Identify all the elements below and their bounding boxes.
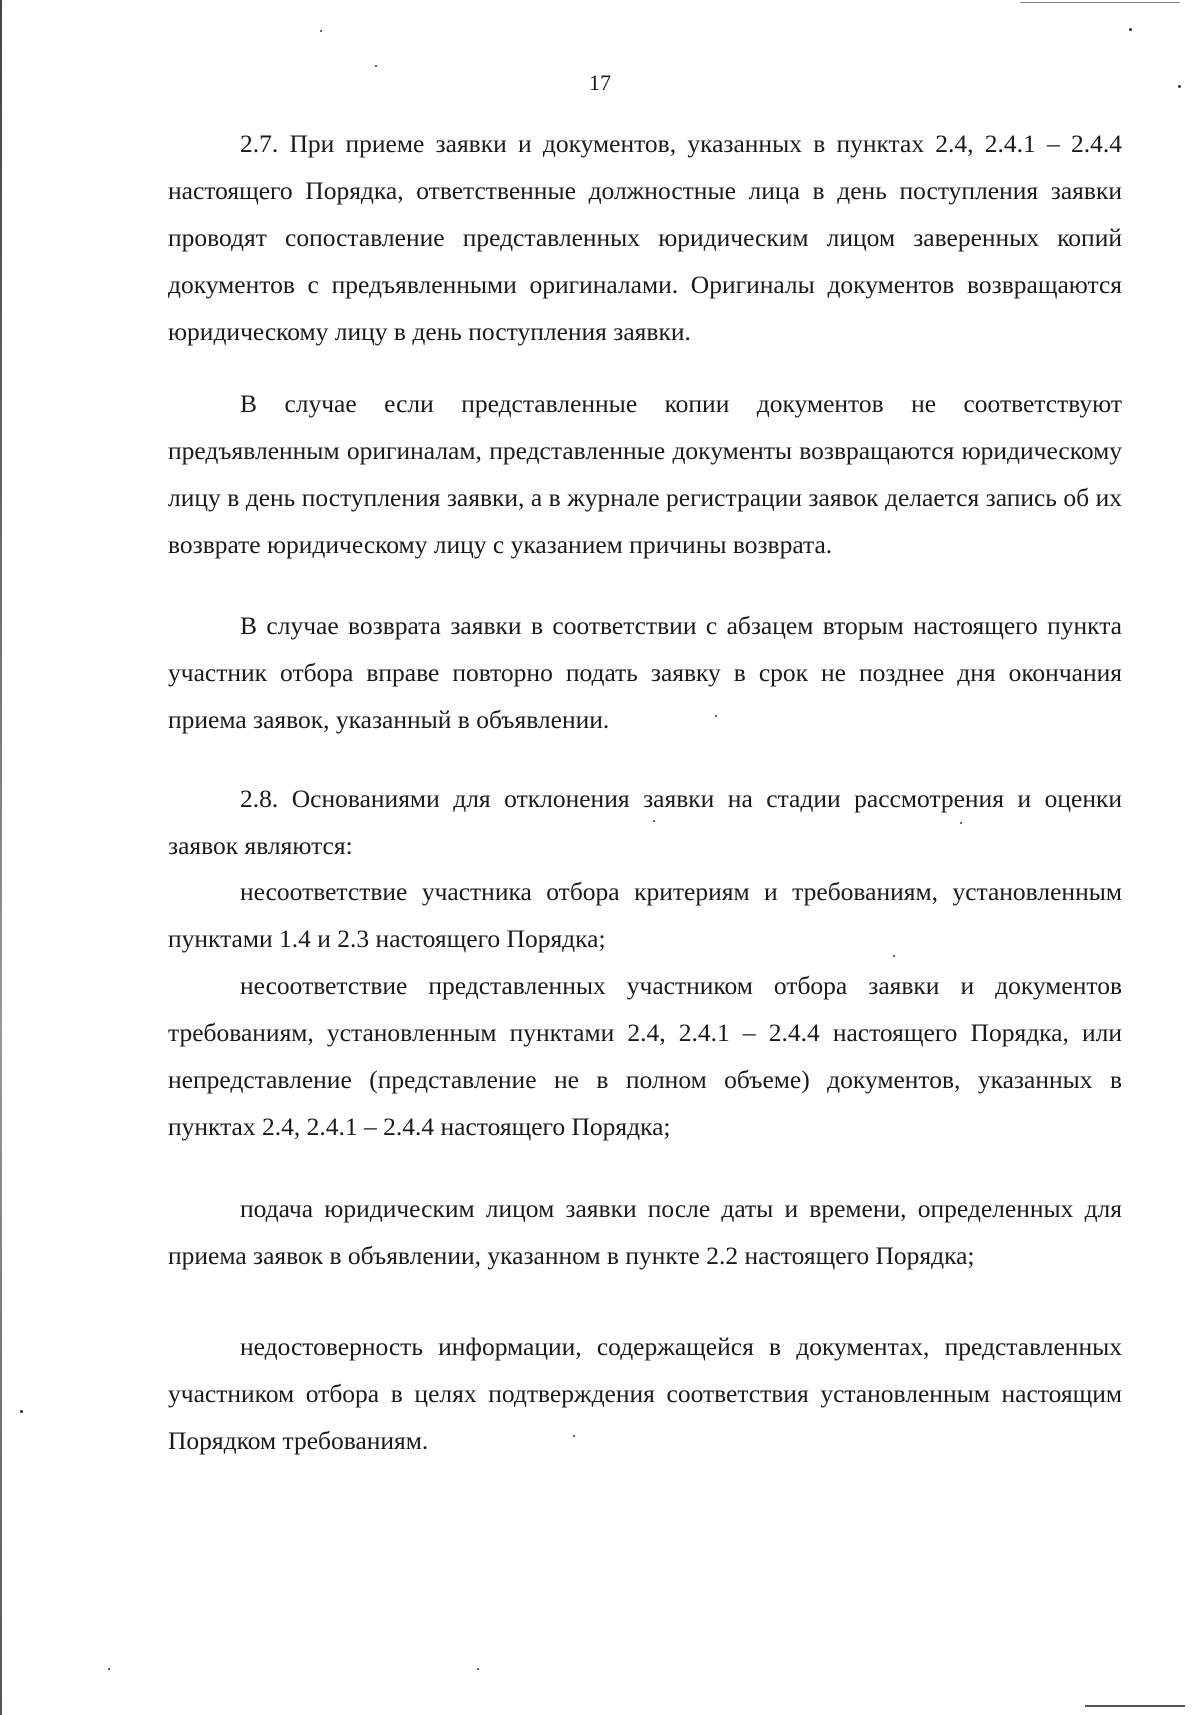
scan-speck — [960, 822, 962, 824]
scan-speck — [715, 715, 717, 717]
scan-speck — [375, 65, 377, 67]
paragraph-text: подача юридическим лицом заявки после даты и времени, определенных для приема заявок в объявлении, указанном в пункте 2.2 настоящего Порядка; — [168, 1194, 1122, 1270]
paragraph-resubmission — [168, 602, 1122, 743]
scan-speck — [477, 1668, 479, 1670]
paragraph-text: несоответствие участника отбора критериям и требованиям, установленным пунктами 1.4 и 2.3 настоящего Порядка; — [168, 877, 1122, 953]
scan-speck — [1129, 28, 1132, 31]
scan-speck — [1178, 85, 1181, 88]
scan-speck — [573, 1435, 575, 1437]
paragraph-2-8 — [168, 775, 1122, 869]
paragraph-text: В случае возврата заявки в соответствии с абзацем вторым настоящего пункта участник отбора вправе повторно подать заявку в срок не позднее дня окончания приема заявок, указанный в объявлении. — [168, 611, 1122, 734]
list-item-late-submission — [168, 1185, 1122, 1279]
page-number: 17 — [589, 70, 611, 95]
scan-left-edge — [0, 0, 2, 1715]
scan-top-line — [1020, 2, 1180, 3]
list-item-documents-mismatch — [168, 962, 1122, 1150]
scan-speck — [320, 30, 322, 32]
scan-bottom-line — [1085, 1705, 1185, 1707]
paragraph-text: 2.7. При приеме заявки и документов, указанных в пунктах 2.4, 2.4.1 – 2.4.4 настоящего Порядка, ответственные должностные лица в день поступления заявки проводят сопоставление представленных юридическим лицом заверенных копий документов с предъявленными оригиналами. Оригиналы документов возвращаются юридическому лицу в день поступления заявки. — [168, 129, 1122, 346]
paragraph-text: 2.8. Основаниями для отклонения заявки на стадии рассмотрения и оценки заявок являются: — [168, 784, 1122, 860]
list-item-criteria-mismatch — [168, 868, 1122, 962]
scan-speck — [653, 820, 655, 822]
paragraph-text: недостоверность информации, содержащейся в документах, представленных участником отбора в целях подтверждения соответствия установленным настоящим Порядком требованиям. — [168, 1332, 1122, 1455]
paragraph-2-7 — [168, 120, 1122, 355]
scan-speck — [20, 1410, 23, 1413]
paragraph-text: несоответствие представленных участником отбора заявки и документов требованиям, установленным пунктами 2.4, 2.4.1 – 2.4.4 настоящего Порядка, или непредставление (представление не в полном объеме) документов, указанных в пунктах 2.4, 2.4.1 – 2.4.4 настоящего Порядка; — [168, 971, 1122, 1141]
scan-speck — [108, 1668, 110, 1670]
list-item-false-information — [168, 1323, 1122, 1464]
paragraph-copies-mismatch — [168, 380, 1122, 568]
paragraph-text: В случае если представленные копии документов не соответствуют предъявленным оригиналам, представленные документы возвращаются юридическому лицу в день поступления заявки, а в журнале регистрации заявок делается запись об их возврате юридическому лицу с указанием причины возврата. — [168, 389, 1122, 559]
scan-speck — [893, 955, 895, 957]
